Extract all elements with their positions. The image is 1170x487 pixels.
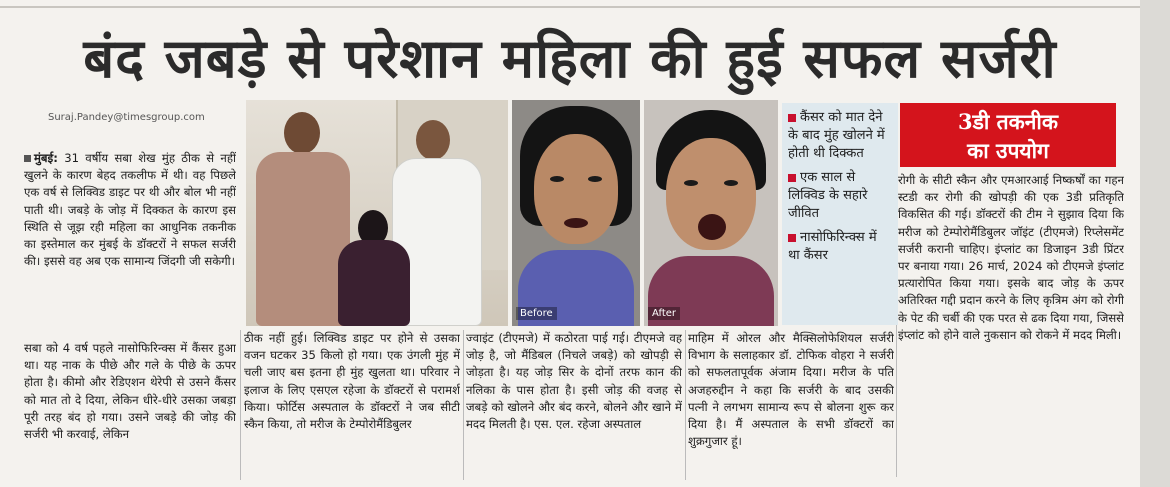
byline: Suraj.Pandey@timesgroup.com xyxy=(48,112,205,123)
after-eye-left-icon xyxy=(684,180,698,186)
bullet-square-icon xyxy=(788,174,796,182)
article-column-3: ज्वाइंट (टीएमजे) में कठोरता पाई गई। टीएमजे वह जोड़ है, जो मैंडिबल (निचले जबड़े) को खोपड़ी से जोड़ता है। यह जोड़ सिर के दोनों तरफ कान की नलिका के पास होता है। इसी जोड़ की वजह से जबड़े को खोलने और बंद करने, बोलने और खाने में मदद मिलती है। एस. एल. रहेजा अस्पताल xyxy=(466,331,682,432)
intro-text: 31 वर्षीय सबा शेख मुंह ठीक से नहीं खुलने के कारण बेहद तकलीफ में थी। वह पिछले एक वर्ष से लिक्विड डाइट पर थी और बोल भी नहीं पाती थी। जबड़े के जोड़ में दिक्कत के कारण इस स्थिति से जूझ रही महिला का आधुनिक तकनीक का इस्तेमाल कर मुंबई के डॉक्टरों ने सफल सर्जरी की। इससे वह अब एक सामान्य जिंदगी जी सकेगी। xyxy=(24,151,236,269)
before-eye-left-icon xyxy=(550,176,564,182)
column-divider xyxy=(463,330,464,480)
highlights-box xyxy=(782,103,898,325)
intro-bullet-icon xyxy=(24,155,31,162)
subhead-line-2: का उपयोग xyxy=(967,138,1049,163)
before-mouth-icon xyxy=(564,218,588,228)
headline: बंद जबड़े से परेशान महिला की हुई सफल सर्जरी xyxy=(83,26,1057,90)
subhead-box xyxy=(900,103,1116,167)
bullet-square-icon xyxy=(788,114,796,122)
after-label: After xyxy=(648,307,680,320)
highlight-item: नासोफिरिन्क्स में था कैंसर xyxy=(788,230,877,263)
before-label: Before xyxy=(516,307,557,320)
after-photo xyxy=(644,100,778,326)
top-rule xyxy=(0,6,1140,8)
article-column-5: रोगी के सीटी स्कैन और एमआरआई निष्कर्षों का गहन स्टडी कर रोगी की खोपड़ी की एक 3डी प्रतिकृति विकसित की गई। डॉक्टरों की टीम ने सुझाव दिया कि मरीज को टेम्पोरोमैंडिबुलर जॉइंट (टीएमजे) रिप्लेसमेंट सर्जरी करानी चाहिए। इंप्लांट का डिजाइन 3डी प्रिंटर पर बनाया गया। 26 मार्च, 2024 को टीएमजे इंप्लांट प्रत्यारोपित किया गया। इसके बाद जोड़ के ऊपर अतिरिक्त गद्दी प्रदान करने के लिए कृत्रिम अंग को रोगी के पेट की चर्बी की एक परत से ढक दिया गया, जिससे इंप्लांट को होने वाले नुकसान को रोकने में मदद मिली। xyxy=(898,173,1124,342)
highlight-item: एक साल से लिक्विड के सहारे जीवित xyxy=(788,170,868,221)
doctor-head xyxy=(416,120,450,160)
team-photo xyxy=(246,100,508,326)
before-photo xyxy=(512,100,640,326)
woman-body xyxy=(338,240,410,326)
article-column-1: सबा को 4 वर्ष पहले नासोफिरिन्क्स में कैंसर हुआ था। यह नाक के पीछे और गले के पीछे के ऊपर होता है। कीमो और रेडिएशन थेरेपी से उसने कैंसर को मात तो दे दिया, लेकिन धीरे-धीरे उसका जबड़ा पूरी तरह बंद हो गया। उसने जबड़े की जोड़ की सर्जरी भी करवाई, लेकिन xyxy=(24,341,236,442)
after-mouth-icon xyxy=(698,214,726,240)
bullet-square-icon xyxy=(788,234,796,242)
column-divider xyxy=(240,330,241,480)
highlight-item: कैंसर को मात देने के बाद मुंह खोलने में होती थी दिक्कत xyxy=(788,110,885,161)
subhead-line-1: 3डी तकनीक xyxy=(958,109,1058,134)
man-left-body xyxy=(256,152,350,326)
article-column-2: ठीक नहीं हुई। लिक्विड डाइट पर होने से उसका वजन घटकर 35 किलो हो गया। एक उंगली मुंह में चली जाए बस इतना ही मुंह खुलता था। परिवार ने इलाज के लिए एसएल रहेजा के डॉक्टरों से परामर्श किया। फोर्टिस अस्पताल के डॉक्टरों ने जब सीटी स्कैन किया, तो मरीज के टेम्पोरोमैंडिबुलर xyxy=(244,331,460,432)
after-eye-right-icon xyxy=(724,180,738,186)
dateline: मुंबई: xyxy=(34,151,58,165)
intro-paragraph xyxy=(24,150,236,338)
article-column-4: माहिम में ओरल और मैक्सिलोफेशियल सर्जरी विभाग के सलाहकार डॉ. टोफिक वोहरा ने सर्जरी को सफलतापूर्वक अंजाम दिया। मरीज के पति अजहरुद्दीन ने कहा कि सर्जरी के बाद उसकी पत्नी ने लगभग सामान्य रूप से बोलना शुरू कर दिया है। मैं अस्पताल के सभी डॉक्टरों का शुक्रगुजार हूं। xyxy=(688,331,894,449)
man-left-head xyxy=(284,112,320,154)
column-divider xyxy=(685,330,686,480)
page-margin xyxy=(1140,0,1170,487)
before-eye-right-icon xyxy=(588,176,602,182)
